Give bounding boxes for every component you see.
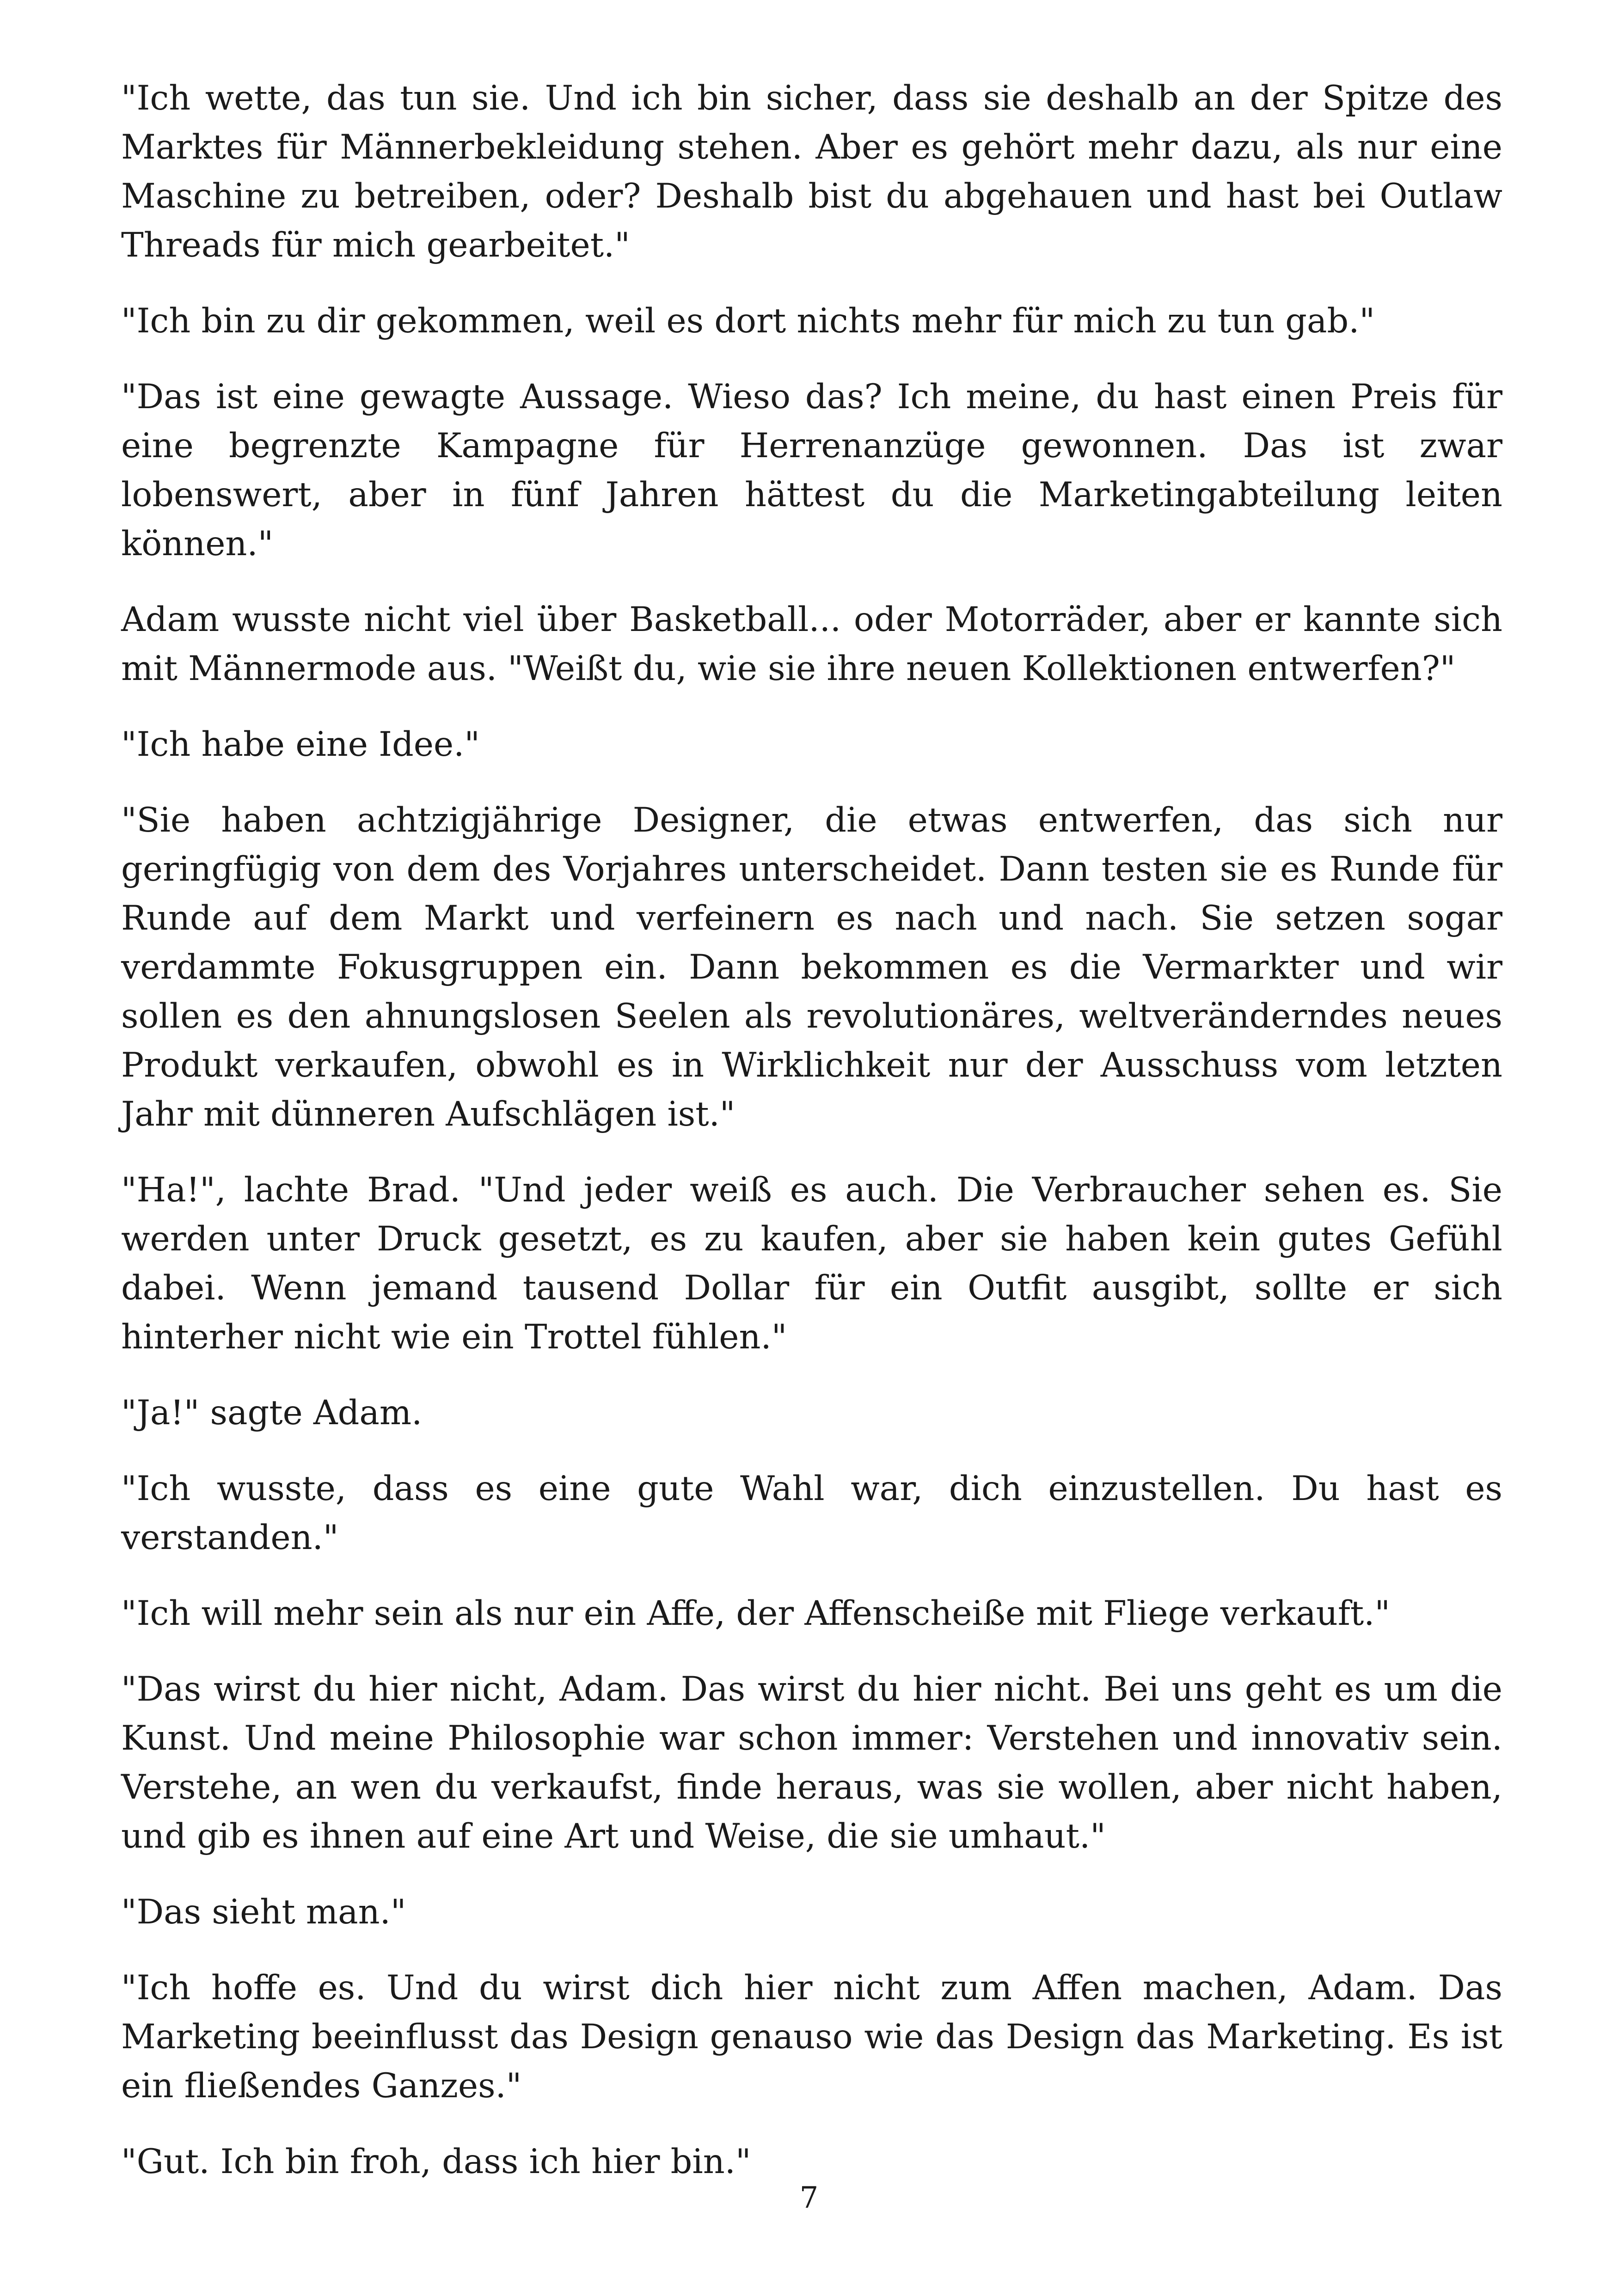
paragraph-7: "Ha!", lachte Brad. "Und jeder weiß es auch. Die Verbraucher sehen es. Sie werden unter Druck gesetzt, es zu kaufen, aber sie haben kein gutes Gefühl dabei. Wenn jemand tausend Dollar für ein Outfit ausgibt, sollte er sich hinterher nicht wie ein Trottel fühlen." xyxy=(121,1170,1502,1357)
paragraph-3: "Das ist eine gewagte Aussage. Wieso das? Ich meine, du hast einen Preis für eine begrenzte Kampagne für Herrenanzüge gewonnen. Das ist zwar lobenswert, aber in fünf Jahren hättest du die Marketingabteilung leiten können." xyxy=(121,377,1502,563)
paragraph-14: "Gut. Ich bin froh, dass ich hier bin." xyxy=(121,2142,751,2181)
paragraph-9: "Ich wusste, dass es eine gute Wahl war, dich einzustellen. Du hast es verstanden." xyxy=(121,1469,1502,1557)
page-number: 7 xyxy=(799,2181,819,2215)
paragraph-13: "Ich hoffe es. Und du wirst dich hier nicht zum Affen machen, Adam. Das Marketing beeinflusst das Design genauso wie das Design das Marketing. Es ist ein fließendes Ganzes." xyxy=(121,1968,1502,2106)
paragraph-5: "Ich habe eine Idee." xyxy=(121,725,480,764)
paragraph-8: "Ja!" sagte Adam. xyxy=(121,1393,423,1433)
paragraph-2: "Ich bin zu dir gekommen, weil es dort nichts mehr für mich zu tun gab." xyxy=(121,301,1375,341)
paragraph-12: "Das sieht man." xyxy=(121,1892,406,1932)
body-text xyxy=(121,74,1502,2213)
paragraph-10: "Ich will mehr sein als nur ein Affe, der Affenscheiße mit Fliege verkauft." xyxy=(121,1594,1391,1633)
paragraph-4: Adam wusste nicht viel über Basketball... oder Motorräder, aber er kannte sich mit Männermode aus. "Weißt du, wie sie ihre neuen Kollektionen entwerfen?" xyxy=(121,600,1502,688)
paragraph-11: "Das wirst du hier nicht, Adam. Das wirst du hier nicht. Bei uns geht es um die Kunst. Und meine Philosophie war schon immer: Verstehen und innovativ sein. Verstehe, an wen du verkaufst, finde heraus, was sie wollen, aber nicht haben, und gib es ihnen auf eine Art und Weise, die sie umhaut." xyxy=(121,1670,1502,1856)
paragraph-1: "Ich wette, das tun sie. Und ich bin sicher, dass sie deshalb an der Spitze des Marktes für Männerbekleidung stehen. Aber es gehört mehr dazu, als nur eine Maschine zu betreiben, oder? Deshalb bist du abgehauen und hast bei Outlaw Threads für mich gearbeitet." xyxy=(121,79,1502,265)
paragraph-6: "Sie haben achtzigjährige Designer, die etwas entwerfen, das sich nur geringfügig von dem des Vorjahres unterscheidet. Dann testen sie es Runde für Runde auf dem Markt und verfeinern es nach und nach. Sie setzen sogar verdammte Fokusgruppen ein. Dann bekommen es die Vermarkter und wir sollen es den ahnungslosen Seelen als revolutionäres, weltveränderndes neues Produkt verkaufen, obwohl es in Wirklichkeit nur der Ausschuss vom letzten Jahr mit dünneren Aufschlägen ist." xyxy=(121,801,1502,1134)
